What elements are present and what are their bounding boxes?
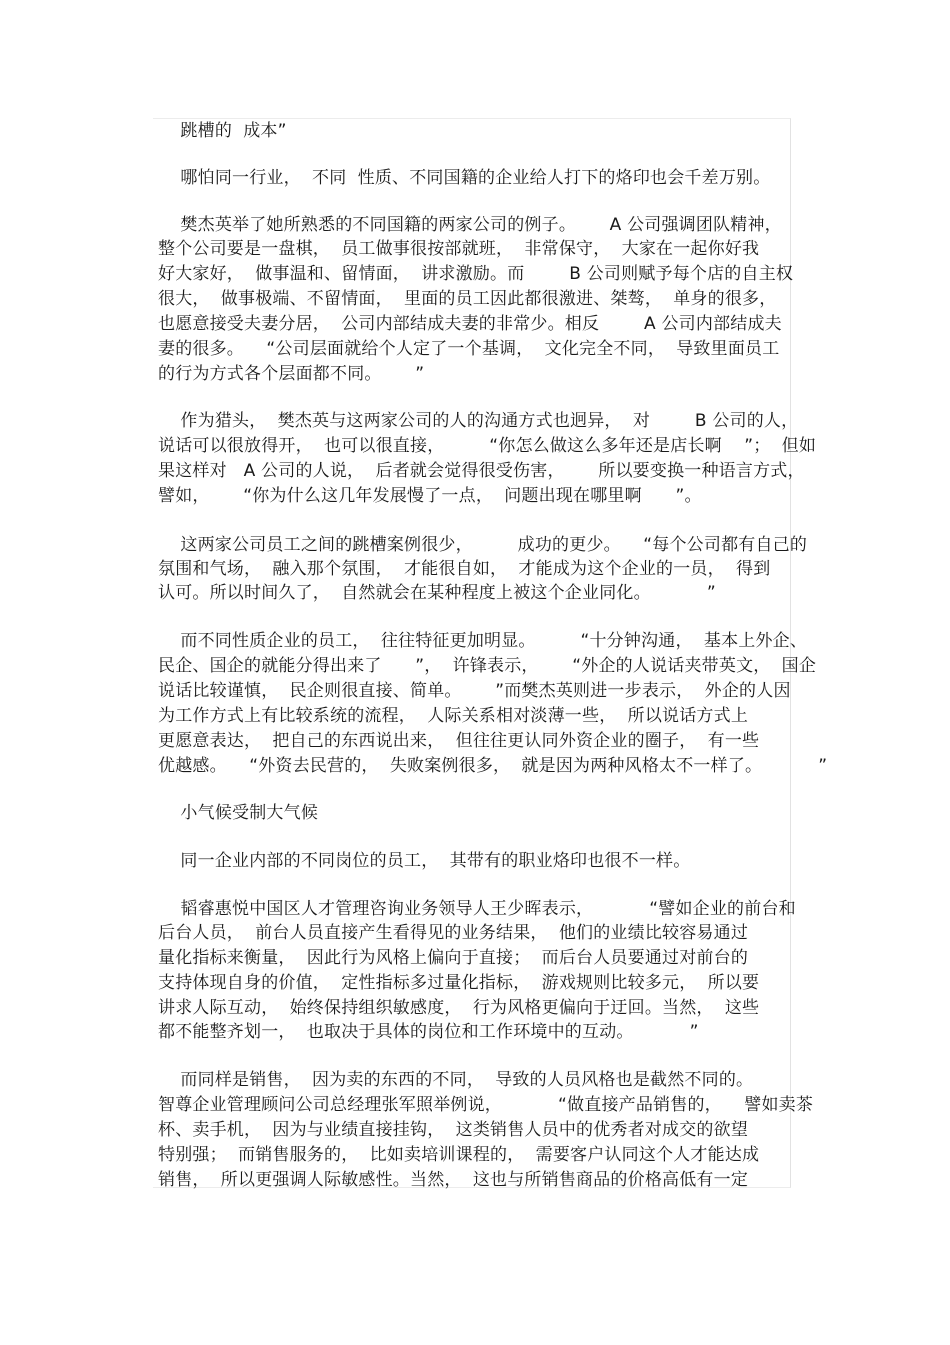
text-line: 氛围和气场， 融入那个氛围， 才能很自如， 才能成为这个企业的一员， 得到 xyxy=(158,559,771,579)
text-line: 特别强； 而销售服务的， 比如卖培训课程的， 需要客户认同这个人才能达成 xyxy=(158,1145,760,1165)
text-line: 跳槽的 成本” xyxy=(158,121,287,141)
section-heading: 小气候受制大气候 xyxy=(158,803,319,823)
text-line: 的行为方式各个层面都不同。 ” xyxy=(158,364,425,384)
text-line: 后台人员， 前台人员直接产生看得见的业务结果， 他们的业绩比较容易通过 xyxy=(158,923,749,943)
text-line: 智尊企业管理顾问公司总经理张军照举例说， “做直接产品销售的， 譬如卖茶 xyxy=(158,1095,814,1115)
text-line: 销售， 所以更强调人际敏感性。当然， 这也与所销售商品的价格高低有一定 xyxy=(158,1170,749,1190)
text-line: 支持体现自身的价值， 定性指标多过量化指标， 游戏规则比较多元， 所以要 xyxy=(158,973,760,993)
text-line: 这两家公司员工之间的跳槽案例很少， 成功的更少。 “每个公司都有自己的 xyxy=(158,535,808,555)
text-line: 作为猎头， 樊杰英与这两家公司的人的沟通方式也迥异， 对 B 公司的人， xyxy=(158,411,799,431)
text-line: 而同样是销售， 因为卖的东西的不同， 导致的人员风格也是截然不同的。 xyxy=(158,1070,754,1090)
text-line: 譬如， “你为什么这几年发展慢了一点， 问题出现在哪里啊 ”。 xyxy=(158,486,702,506)
text-line: 哪怕同一行业， 不同 性质、不同国籍的企业给人打下的烙印也会千差万别。 xyxy=(158,168,771,188)
text-line: 也愿意接受夫妻分居， 公司内部结成夫妻的非常少。相反 A 公司内部结成夫 xyxy=(158,314,782,334)
text-line: 讲求人际互动， 始终保持组织敏感度， 行为风格更偏向于迂回。当然， 这些 xyxy=(158,998,760,1018)
text-line: 说话比较谨慎， 民企则很直接、简单。 ”而樊杰英则进一步表示， 外企的人因 xyxy=(158,681,791,701)
text-line: 都不能整齐划一， 也取决于具体的岗位和工作环境中的互动。 ” xyxy=(158,1022,699,1042)
text-line: 妻的很多。 “公司层面就给个人定了一个基调， 文化完全不同， 导致里面员工 xyxy=(158,339,780,359)
text-line: 民企、国企的就能分得出来了 ”， 许锋表示， “外企的人说话夹带英文， 国企 xyxy=(158,656,817,676)
text-line: 量化指标来衡量， 因此行为风格上偏向于直接； 而后台人员要通过对前台的 xyxy=(158,948,749,968)
text-line: 韬睿惠悦中国区人才管理咨询业务领导人王少晖表示， “譬如企业的前台和 xyxy=(158,899,796,919)
text-line: 好大家好， 做事温和、留情面， 讲求激励。而 B 公司则赋予每个店的自主权 xyxy=(158,264,794,284)
text-line: 同一企业内部的不同岗位的员工， 其带有的职业烙印也很不一样。 xyxy=(158,851,691,871)
text-line: 杯、卖手机， 因为与业绩直接挂钩， 这类销售人员中的优秀者对成交的欲望 xyxy=(158,1120,749,1140)
text-line: 更愿意表达， 把自己的东西说出来， 但往往更认同外资企业的圈子， 有一些 xyxy=(158,731,760,751)
text-line: 整个公司要是一盘棋， 员工做事很按部就班， 非常保守， 大家在一起你好我 xyxy=(158,239,760,259)
text-line: 优越感。 “外资去民营的， 失败案例很多， 就是因为两种风格太不一样了。 ” xyxy=(158,756,828,776)
text-line: 而不同性质企业的员工， 往往特征更加明显。 “十分钟沟通， 基本上外企、 xyxy=(158,631,808,651)
text-line: 说话可以很放得开， 也可以很直接， “你怎么做这么多年还是店长啊 ”； 但如 xyxy=(158,436,817,456)
text-line: 果这样对 A 公司的人说， 后者就会觉得很受伤害， 所以要变换一种语言方式， xyxy=(158,461,805,481)
text-line: 认可。所以时间久了， 自然就会在某种程度上被这个企业同化。 ” xyxy=(158,583,716,603)
text-line: 樊杰英举了她所熟悉的不同国籍的两家公司的例子。 A 公司强调团队精神， xyxy=(158,215,782,235)
text-line: 很大， 做事极端、不留情面， 里面的员工因此都很激进、桀骜， 单身的很多， xyxy=(158,289,777,309)
text-line: 为工作方式上有比较系统的流程， 人际关系相对淡薄一些， 所以说话方式上 xyxy=(158,706,749,726)
